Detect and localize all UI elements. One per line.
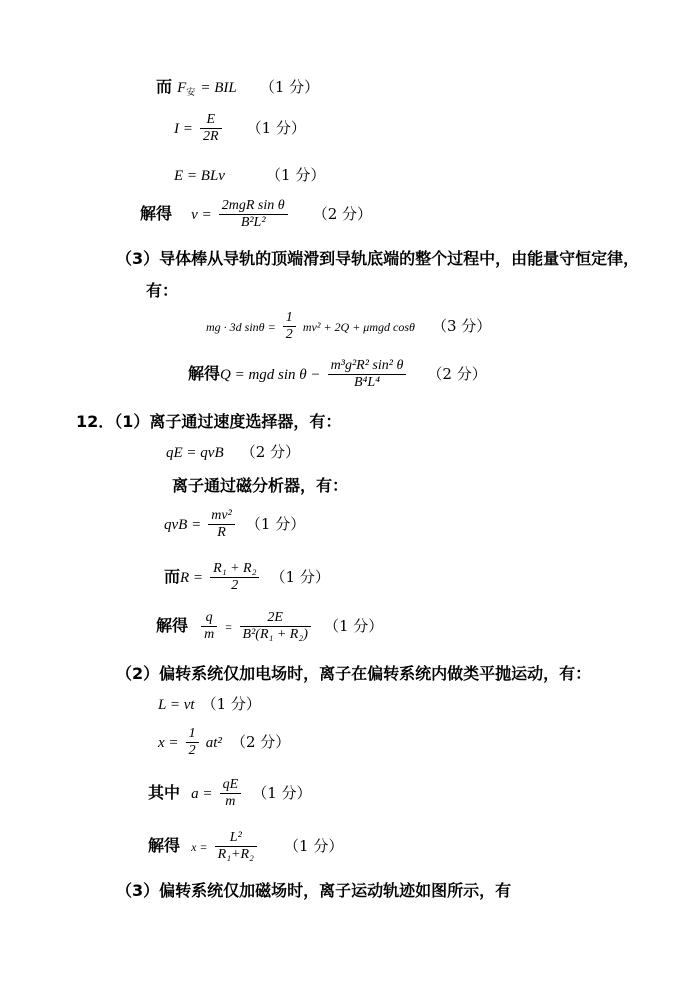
section-text: 偏转系统仅加磁场时，离子运动轨迹如图所示，有 bbox=[159, 881, 512, 900]
prefix: 解得 bbox=[148, 836, 181, 855]
eq-radius-line bbox=[164, 561, 330, 594]
math-lhs: a = bbox=[191, 786, 213, 802]
score: （1 分） bbox=[259, 78, 320, 96]
prefix: 而 bbox=[156, 77, 173, 96]
eq-selector-line bbox=[166, 442, 300, 463]
score: （1 分） bbox=[201, 695, 261, 713]
score: （2 分） bbox=[240, 443, 301, 461]
section-label: （3） bbox=[116, 881, 160, 900]
math-lhs: R = bbox=[180, 570, 204, 586]
math-eq: L = vt bbox=[158, 697, 195, 713]
score: （1 分） bbox=[252, 784, 312, 802]
math-eq: E = BLv bbox=[174, 168, 225, 184]
section-label: （2） bbox=[116, 664, 160, 683]
fraction: $\frac{\text{m³g²R² sin² θ}}{\text{B⁴L⁴}}$ bbox=[328, 358, 407, 391]
math-lhs: I = bbox=[174, 121, 193, 137]
fraction-half: $\frac{1}{2}$ bbox=[283, 310, 296, 343]
eq-x-result-line bbox=[148, 830, 343, 863]
math-eq: qE = qvB bbox=[166, 445, 224, 461]
fraction: $\frac{\text{L²}}{\text{R₁+R₂}}$ bbox=[215, 830, 257, 863]
math-lhs: Q = mgd sin θ − bbox=[220, 367, 321, 383]
math-lhs: qvB = bbox=[164, 517, 202, 533]
fraction-qm: $\frac{q}{m}$ bbox=[201, 610, 217, 643]
fraction: $\frac{\text{R₁ + R₂}}{2}$ bbox=[210, 561, 259, 594]
eq-force-line bbox=[156, 77, 319, 102]
score: （1 分） bbox=[246, 119, 306, 137]
fraction: $\frac{qE}{m}$ bbox=[220, 777, 242, 810]
math-lhs: x = bbox=[158, 735, 179, 751]
math-lhs: v = bbox=[191, 207, 212, 223]
problem-text: 离子通过速度选择器，有： bbox=[149, 412, 342, 431]
section-3b-heading bbox=[116, 881, 511, 901]
math-lhs: $F_安$ bbox=[177, 80, 196, 97]
eq-heat-line bbox=[188, 358, 487, 391]
eq-acceleration-line bbox=[148, 777, 312, 810]
eq-length-line bbox=[158, 694, 261, 715]
eq-emf-line bbox=[174, 165, 325, 186]
prefix: 而 bbox=[164, 567, 181, 586]
fraction: 2mgR sin θ B²L² bbox=[219, 198, 288, 231]
score: （2 分） bbox=[230, 733, 291, 751]
fraction: $\frac{\text{mv²}}{R}$ bbox=[208, 508, 235, 541]
section-2-heading bbox=[116, 664, 591, 684]
score: （3 分） bbox=[431, 317, 492, 335]
problem-label: 12．（1） bbox=[76, 412, 150, 431]
eq-energy-line bbox=[206, 310, 491, 343]
math-lhs: x = bbox=[191, 840, 208, 854]
math-lhs: mg · 3d sinθ = bbox=[206, 320, 276, 334]
fraction: $\frac{2E}{\text{B²(R₁ + R₂)}}$ bbox=[240, 610, 311, 643]
score: （1 分） bbox=[284, 837, 344, 855]
prefix: 其中 bbox=[148, 783, 181, 802]
continuation-text: 有： bbox=[146, 281, 179, 300]
eq-current-line bbox=[174, 112, 306, 145]
math-rhs: mv² + 2Q + μmgd cosθ bbox=[302, 320, 415, 334]
section-label: （3） bbox=[116, 249, 160, 268]
prefix: 解得 bbox=[140, 204, 173, 223]
section-3-heading bbox=[116, 249, 639, 269]
eq-displacement-line bbox=[158, 726, 290, 759]
score: （1 分） bbox=[245, 515, 306, 533]
math-rhs: at² bbox=[205, 735, 222, 751]
body-text: 离子通过磁分析器，有： bbox=[172, 476, 349, 495]
score: （1 分） bbox=[270, 568, 330, 586]
section-3-cont bbox=[146, 281, 178, 301]
eq-velocity-line bbox=[140, 198, 372, 231]
prefix: 解得 bbox=[156, 616, 189, 635]
fraction: $\frac{E}{2R}$ bbox=[200, 112, 222, 145]
fraction-half: $\frac{1}{2}$ bbox=[186, 726, 199, 759]
score: （1 分） bbox=[323, 617, 384, 635]
analyzer-text bbox=[172, 476, 348, 496]
section-text: 导体棒从导轨的顶端滑到导轨底端的整个过程中，由能量守恒定律， bbox=[159, 249, 640, 268]
problem-12-heading bbox=[76, 412, 341, 432]
section-text: 偏转系统仅加电场时，离子在偏转系统内做类平抛运动，有： bbox=[159, 664, 592, 683]
eq-analyzer-line bbox=[164, 508, 305, 541]
prefix: 解得 bbox=[188, 364, 221, 383]
score: （1 分） bbox=[266, 166, 326, 184]
math-rhs: = BIL bbox=[200, 80, 237, 96]
score: （2 分） bbox=[312, 205, 373, 223]
score: （2 分） bbox=[427, 365, 487, 383]
math-eq: = bbox=[224, 620, 233, 634]
eq-charge-ratio-line bbox=[156, 610, 383, 643]
